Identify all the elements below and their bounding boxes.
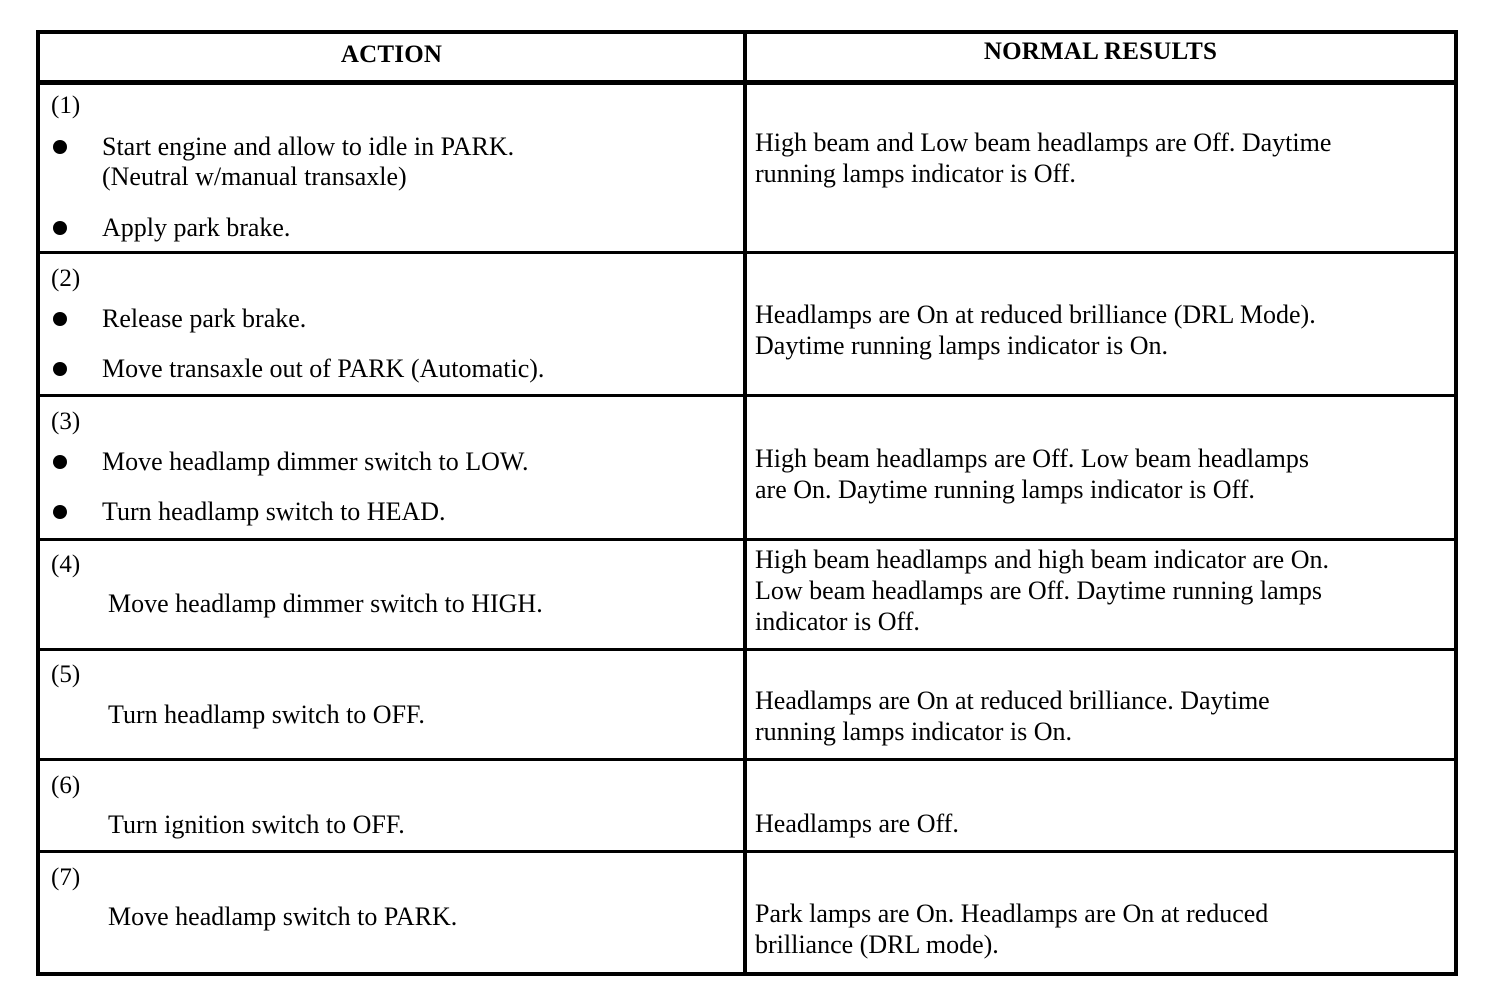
- row-divider: [36, 538, 1458, 541]
- result-line: High beam headlamps are Off. Low beam headlamps: [755, 444, 1309, 473]
- bullet-icon: [53, 312, 67, 326]
- row-divider: [36, 850, 1458, 853]
- result-line: Headlamps are On at reduced brilliance (DRL Mode).: [755, 300, 1316, 329]
- result-line: are On. Daytime running lamps indicator is Off.: [755, 475, 1255, 504]
- action-column-header: ACTION: [340, 41, 443, 68]
- step-result: [755, 544, 1445, 637]
- row-divider: [36, 394, 1458, 397]
- step-number: (1): [51, 92, 81, 119]
- result-line: High beam and Low beam headlamps are Off. Daytime: [755, 128, 1332, 157]
- step-action: Release park brake.: [102, 304, 307, 333]
- step-action: Turn ignition switch to OFF.: [108, 810, 405, 839]
- step-result: [755, 685, 1445, 747]
- result-line: running lamps indicator is Off.: [755, 159, 1076, 188]
- step-action: Apply park brake.: [102, 213, 291, 242]
- step-number: (3): [51, 408, 81, 435]
- bullet-icon: [53, 455, 67, 469]
- step-action: Move headlamp dimmer switch to HIGH.: [108, 589, 543, 618]
- result-line: Park lamps are On. Headlamps are On at reduced: [755, 899, 1269, 928]
- row-divider: [36, 758, 1458, 761]
- step-result: [755, 898, 1445, 960]
- step-number: (5): [51, 661, 81, 688]
- step-number: (2): [51, 265, 81, 292]
- step-action: Move headlamp switch to PARK.: [108, 902, 458, 931]
- step-action: Start engine and allow to idle in PARK.: [102, 132, 515, 161]
- result-line: Low beam headlamps are Off. Daytime running lamps: [755, 576, 1323, 605]
- results-column-header: NORMAL RESULTS: [983, 38, 1218, 65]
- result-line: Headlamps are Off.: [755, 809, 959, 838]
- step-result: [755, 443, 1445, 505]
- step-action: Move headlamp dimmer switch to LOW.: [102, 447, 529, 476]
- result-line: High beam headlamps and high beam indicator are On.: [755, 545, 1329, 574]
- result-line: brilliance (DRL mode).: [755, 930, 999, 959]
- step-action: Move transaxle out of PARK (Automatic).: [102, 354, 545, 383]
- bullet-icon: [53, 362, 67, 376]
- result-line: running lamps indicator is On.: [755, 717, 1073, 746]
- bullet-icon: [53, 505, 67, 519]
- step-result: [755, 299, 1445, 361]
- result-line: indicator is Off.: [755, 607, 920, 636]
- bullet-icon: [53, 140, 67, 154]
- step-number: (4): [51, 551, 81, 578]
- bullet-icon: [53, 221, 67, 235]
- step-action: (Neutral w/manual transaxle): [102, 162, 407, 191]
- step-action: Turn headlamp switch to HEAD.: [102, 497, 446, 526]
- step-result: [755, 808, 1445, 839]
- step-number: (7): [51, 864, 81, 891]
- row-divider: [36, 251, 1458, 254]
- step-result: [755, 127, 1445, 189]
- row-divider: [36, 648, 1458, 651]
- result-line: Daytime running lamps indicator is On.: [755, 331, 1169, 360]
- step-number: (6): [51, 772, 81, 799]
- column-divider: [743, 30, 747, 976]
- header-divider: [36, 80, 1458, 85]
- result-line: Headlamps are On at reduced brilliance. Daytime: [755, 686, 1270, 715]
- step-action: Turn headlamp switch to OFF.: [108, 700, 425, 729]
